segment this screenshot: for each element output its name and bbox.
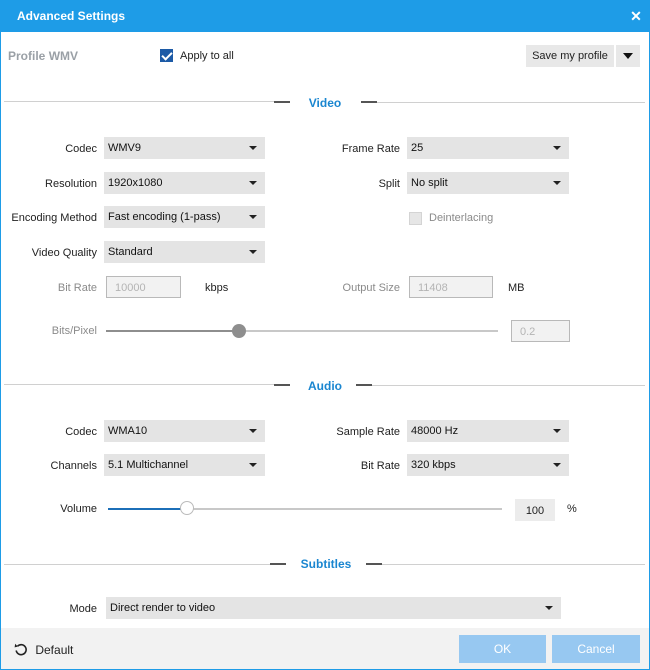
chevron-down-icon [249, 429, 257, 433]
chevron-down-icon [249, 250, 257, 254]
subtitles-divider-left [4, 564, 270, 565]
split-dropdown[interactable]: No split [407, 172, 569, 194]
audio-codec-label: Codec [65, 426, 97, 438]
deinterlacing-checkbox[interactable] [409, 212, 422, 225]
reset-icon [14, 642, 28, 656]
audio-divider-right [372, 385, 645, 386]
channels-label: Channels [50, 460, 97, 472]
dialog-frame [0, 32, 650, 670]
chevron-down-icon [553, 463, 561, 467]
output-size-input[interactable]: 11408 [409, 276, 493, 298]
encoding-method-label: Encoding Method [11, 212, 97, 224]
sample-rate-label: Sample Rate [336, 426, 400, 438]
volume-unit: % [567, 503, 577, 515]
channels-dropdown[interactable]: 5.1 Multichannel [104, 454, 265, 476]
resolution-label: Resolution [45, 178, 97, 190]
save-profile-button[interactable]: Save my profile [526, 45, 614, 67]
save-profile-dropdown-icon[interactable] [616, 45, 640, 67]
subtitle-mode-dropdown[interactable]: Direct render to video [106, 597, 561, 619]
chevron-down-icon [249, 215, 257, 219]
subtitles-divider-right-accent [366, 563, 382, 565]
default-label: Default [35, 643, 74, 657]
volume-slider-fill [108, 508, 187, 510]
audio-section-title: Audio [308, 379, 342, 393]
chevron-down-icon [249, 146, 257, 150]
split-label: Split [378, 178, 400, 190]
bits-pixel-input[interactable]: 0.2 [511, 320, 570, 342]
profile-name: WMV [48, 49, 79, 63]
encoding-method-dropdown[interactable]: Fast encoding (1-pass) [104, 206, 265, 228]
chevron-down-icon [553, 429, 561, 433]
volume-label: Volume [60, 503, 97, 515]
apply-to-all-checkbox[interactable] [160, 49, 173, 62]
subtitles-section-title: Subtitles [300, 557, 352, 571]
bit-rate-label: Bit Rate [57, 282, 97, 294]
window-title: Advanced Settings [17, 9, 126, 23]
chevron-down-icon [553, 146, 561, 150]
title-bar [0, 0, 650, 32]
chevron-down-icon [249, 181, 257, 185]
audio-divider-right-accent [356, 384, 372, 386]
video-section-title: Video [308, 96, 342, 110]
chevron-down-icon [249, 463, 257, 467]
video-divider-left-accent [274, 101, 290, 103]
video-divider-left [4, 101, 290, 102]
video-quality-dropdown[interactable]: Standard [104, 241, 265, 263]
close-icon[interactable]: ✕ [630, 8, 642, 24]
frame-rate-dropdown[interactable]: 25 [407, 137, 569, 159]
video-codec-label: Codec [65, 143, 97, 155]
video-codec-dropdown[interactable]: WMV9 [104, 137, 265, 159]
output-size-label: Output Size [342, 282, 400, 294]
bit-rate-unit: kbps [205, 282, 229, 294]
resolution-dropdown[interactable]: 1920x1080 [104, 172, 265, 194]
volume-slider-handle[interactable] [180, 501, 194, 515]
audio-divider-left-accent [274, 384, 290, 386]
volume-input[interactable]: 100 [515, 499, 555, 521]
audio-bit-rate-dropdown[interactable]: 320 kbps [407, 454, 569, 476]
audio-divider-left [4, 384, 274, 385]
apply-to-all-label[interactable]: Apply to all [180, 50, 234, 62]
frame-rate-label: Frame Rate [341, 143, 400, 155]
video-divider-right [377, 102, 645, 103]
subtitles-divider-right [382, 564, 645, 565]
sample-rate-dropdown[interactable]: 48000 Hz [407, 420, 569, 442]
video-quality-label: Video Quality [31, 247, 97, 259]
subtitle-mode-label: Mode [69, 603, 97, 615]
video-divider-right-accent [361, 101, 377, 103]
deinterlacing-label: Deinterlacing [429, 212, 494, 224]
ok-button[interactable]: OK [459, 635, 546, 663]
subtitles-divider-left-accent [270, 563, 286, 565]
audio-bit-rate-label: Bit Rate [360, 460, 400, 472]
cancel-button[interactable]: Cancel [552, 635, 640, 663]
profile-heading [8, 49, 78, 63]
profile-label: Profile [8, 49, 46, 63]
audio-codec-dropdown[interactable]: WMA10 [104, 420, 265, 442]
output-size-unit: MB [508, 282, 525, 294]
default-button[interactable] [14, 642, 73, 657]
bits-pixel-label: Bits/Pixel [51, 325, 97, 337]
chevron-down-icon [545, 606, 553, 610]
chevron-down-icon [553, 181, 561, 185]
bit-rate-input[interactable]: 10000 [106, 276, 181, 298]
bits-pixel-slider-fill [106, 330, 239, 332]
